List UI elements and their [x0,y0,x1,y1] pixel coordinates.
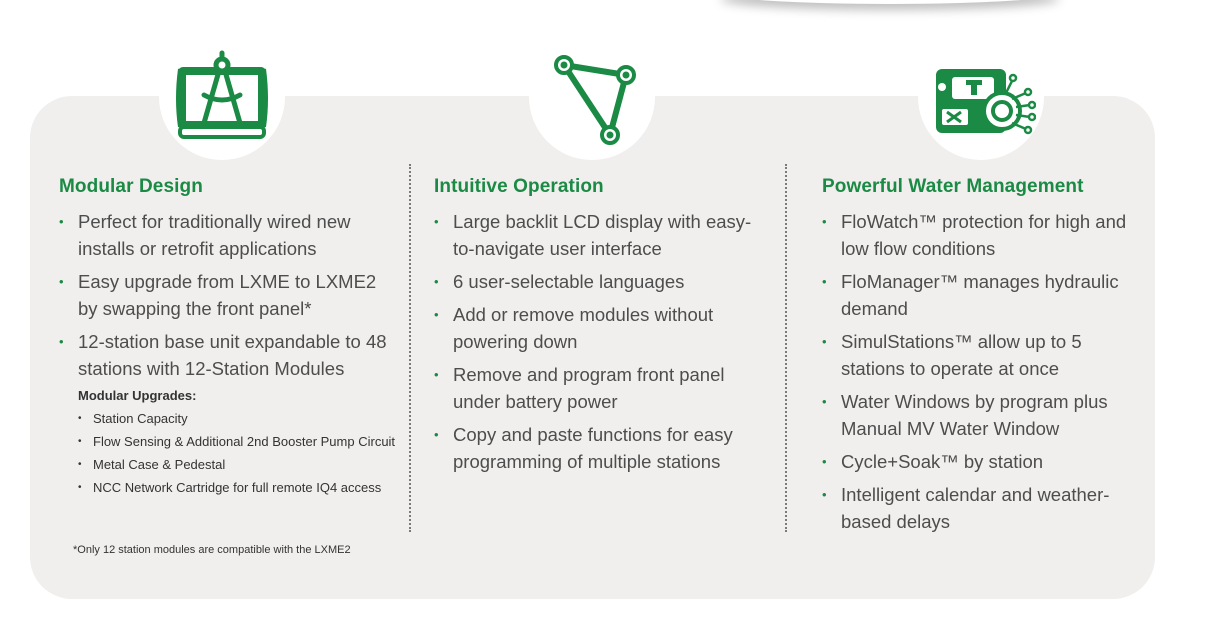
water-management-icon-badge [918,34,1044,160]
list-item: • Add or remove modules without powering down [434,301,759,355]
list-item: • Water Windows by program plus Manual MV Water Window [822,388,1132,442]
list-item: • Cycle+Soak™ by station [822,448,1132,475]
top-shadow-decoration [720,0,1060,4]
feature-list [434,208,759,475]
feature-list [59,208,399,382]
list-item: • Remove and program front panel under battery power [434,361,759,415]
list-item: • Station Capacity [78,407,399,430]
column-divider [409,164,411,532]
intuitive-operation-icon-badge [529,34,655,160]
list-item: • Easy upgrade from LXME to LXME2 by swapping the front panel* [59,268,399,322]
list-item: • Copy and paste functions for easy programming of multiple stations [434,421,759,475]
feature-list [822,208,1132,535]
list-item: • Flow Sensing & Additional 2nd Booster Pump Circuit [78,430,399,453]
column-modular-design [59,176,399,499]
list-item: • SimulStations™ allow up to 5 stations to operate at once [822,328,1132,382]
column-water-management [822,176,1132,541]
list-item: • 6 user-selectable languages [434,268,759,295]
column-intuitive-operation [434,176,759,481]
list-item: • 12-station base unit expandable to 48 stations with 12-Station Modules [59,328,399,382]
list-item: • FloWatch™ protection for high and low flow conditions [822,208,1132,262]
upgrades-list [78,407,399,499]
drafting-compass-blueprint-icon [174,49,270,145]
upgrades-title: Modular Upgrades: [78,388,197,403]
triangle-nodes-icon [544,49,640,145]
column-title: Powerful Water Management [822,176,1084,197]
column-title: Modular Design [59,176,203,197]
column-divider [785,164,787,532]
footnote: *Only 12 station modules are compatible with the LXME2 [73,544,351,556]
list-item: • Perfect for traditionally wired new installs or retrofit applications [59,208,399,262]
modular-upgrades [78,388,399,499]
modular-design-icon-badge [159,34,285,160]
controller-gear-circuit-icon [926,49,1036,145]
list-item: • NCC Network Cartridge for full remote IQ4 access [78,476,399,499]
column-title: Intuitive Operation [434,176,604,197]
list-item: • Large backlit LCD display with easy-to-navigate user interface [434,208,759,262]
list-item: • FloManager™ manages hydraulic demand [822,268,1132,322]
list-item: • Intelligent calendar and weather-based delays [822,481,1132,535]
list-item: • Metal Case & Pedestal [78,453,399,476]
